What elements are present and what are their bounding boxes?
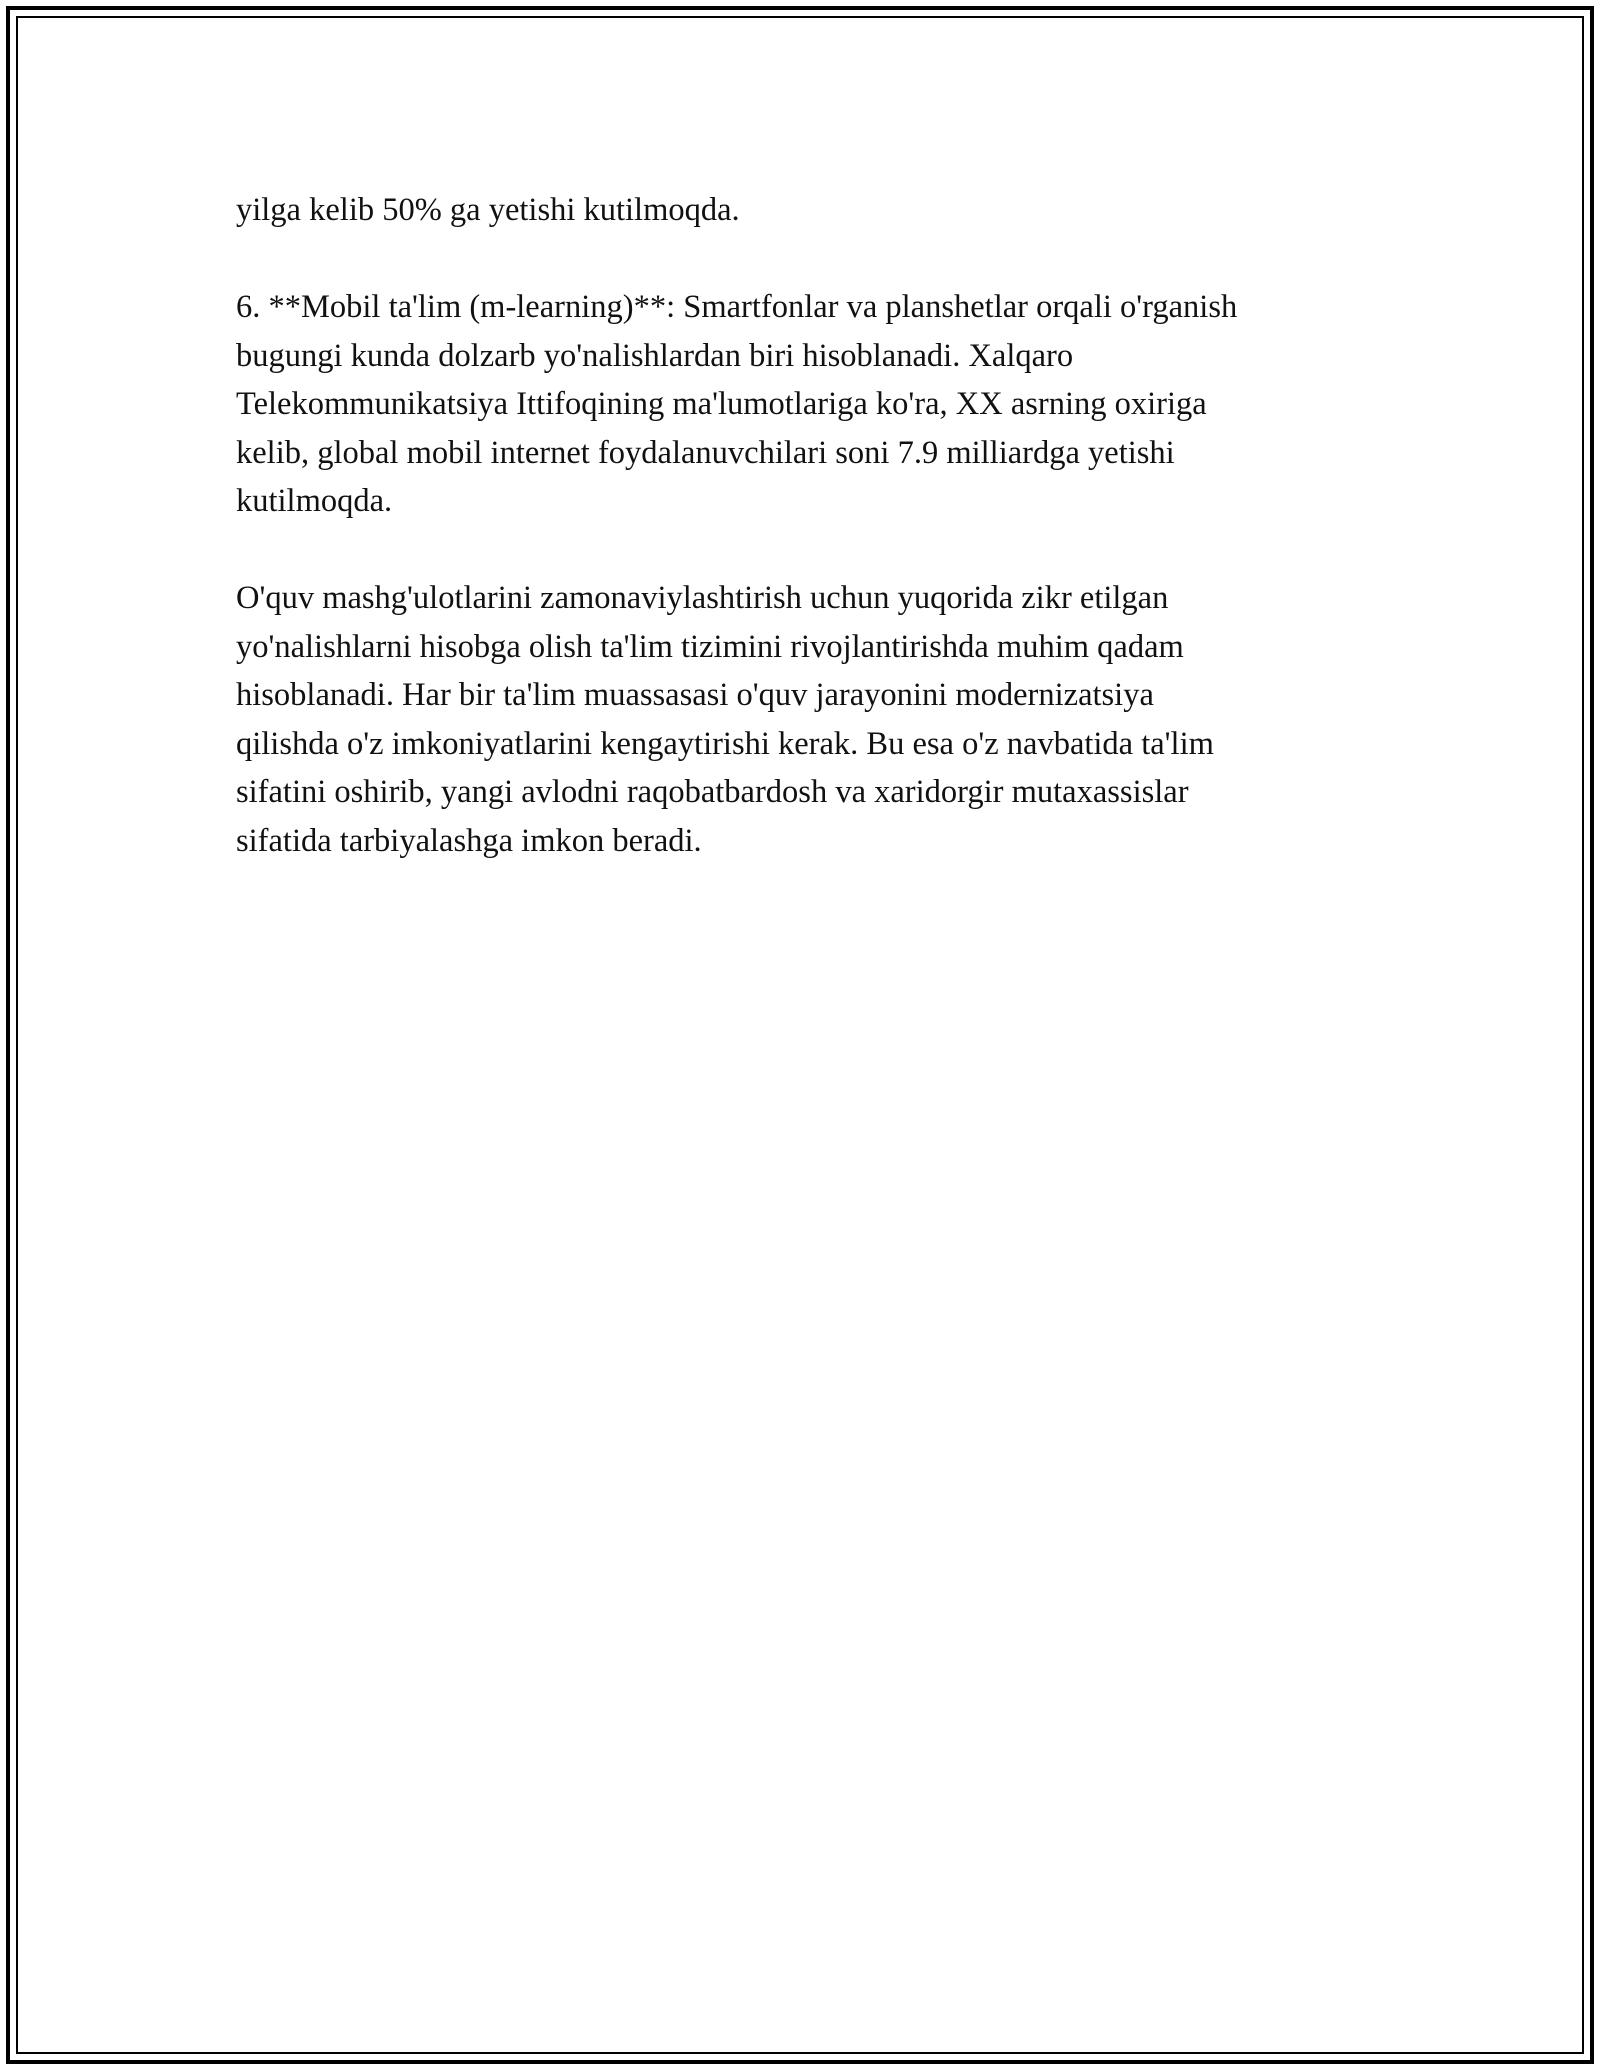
paragraph-continuation: yilga kelib 50% ga yetishi kutilmoqda. [236, 192, 740, 228]
document-body [236, 186, 1396, 914]
paragraph-mobile-learning: 6. **Mobil ta'lim (m-learning)**: Smartfonlar va planshetlar orqali o'rganish bugungi kunda dolzarb yo'nalishlardan biri hisoblanadi. Xalqaro Telekommunikatsiya Ittifoqining ma'lumotlariga ko'ra, XX asrning oxiriga kelib, global mobil internet foydalanuvchilari soni 7.9 milliardga yetishi kutilmoqda. [236, 289, 1238, 519]
paragraph-conclusion: O'quv mashg'ulotlarini zamonaviylashtirish uchun yuqorida zikr etilgan yo'nalishlarni hisobga olish ta'lim tizimini rivojlantirishda muhim qadam hisoblanadi. Har bir ta'lim muassasasi o'quv jarayonini modernizatsiya qilishda o'z imkoniyatlarini kengaytirishi kerak. Bu esa o'z navbatida ta'lim sifatini oshirib, yangi avlodni raqobatbardosh va xaridorgir mutaxassislar sifatida tarbiyalashga imkon beradi. [236, 580, 1214, 859]
